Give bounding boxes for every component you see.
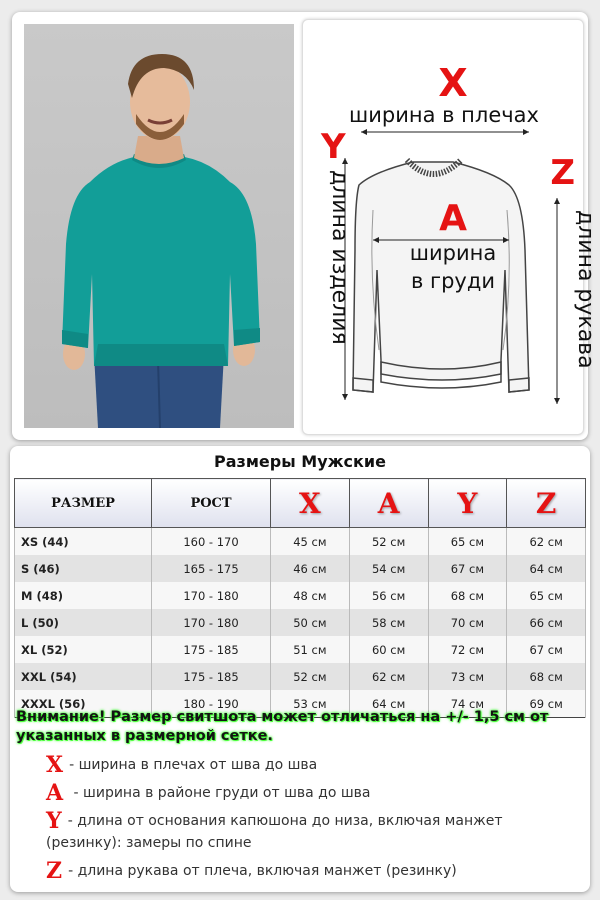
header-x: X — [271, 479, 350, 528]
cell-z: 68 см — [507, 663, 586, 690]
cell-x: 48 см — [271, 582, 350, 609]
table-row — [15, 528, 586, 556]
x-letter: X — [438, 61, 468, 105]
a-letter: A — [439, 198, 467, 239]
cell-a: 58 см — [349, 609, 428, 636]
size-warning-note: Внимание! Размер свитшота может отличаться на +/- 1,5 см от указанных в размерной сетке. — [16, 709, 549, 744]
cell-y: 65 см — [428, 528, 507, 556]
cell-height: 180 - 190 — [152, 690, 271, 718]
sweatshirt-schematic — [303, 20, 598, 434]
cell-a: 60 см — [349, 636, 428, 663]
header-size: РАЗМЕР — [15, 479, 152, 528]
header-z: Z — [507, 479, 586, 528]
cell-height: 170 - 180 — [152, 582, 271, 609]
cell-size: S (46) — [15, 555, 152, 582]
legend-item-y — [46, 810, 566, 854]
z-label: длина рукава — [573, 210, 598, 369]
product-images-card — [12, 12, 598, 440]
cell-size: L (50) — [15, 609, 152, 636]
table-row — [15, 663, 586, 690]
cell-z: 66 см — [507, 609, 586, 636]
cell-y: 70 см — [428, 609, 507, 636]
cell-x: 45 см — [271, 528, 350, 556]
table-row — [15, 636, 586, 663]
table-row — [15, 555, 586, 582]
z-letter: Z — [550, 153, 575, 193]
header-a: A — [349, 479, 428, 528]
cell-x: 53 см — [271, 690, 350, 718]
cell-a: 52 см — [349, 528, 428, 556]
y-label: длина изделия — [327, 170, 352, 345]
legend-text-y: - длина от основания капюшона до низа, включая манжет (резинку): замеры по спине — [46, 813, 503, 851]
cell-x: 51 см — [271, 636, 350, 663]
cell-height: 165 - 175 — [152, 555, 271, 582]
cell-size: M (48) — [15, 582, 152, 609]
legend-item-x — [46, 754, 566, 776]
size-table — [14, 478, 586, 718]
table-row — [15, 609, 586, 636]
size-chart-card — [10, 446, 590, 892]
cell-z: 65 см — [507, 582, 586, 609]
cell-y: 68 см — [428, 582, 507, 609]
model-photo — [24, 24, 294, 428]
model-illustration — [24, 24, 294, 428]
table-row — [15, 582, 586, 609]
legend-letter-x: X — [46, 752, 64, 778]
y-letter: Y — [321, 127, 346, 167]
cell-size: XS (44) — [15, 528, 152, 556]
legend-item-z — [46, 860, 566, 882]
cell-y: 72 см — [428, 636, 507, 663]
legend-letter-y: Y — [46, 808, 62, 834]
cell-height: 170 - 180 — [152, 609, 271, 636]
size-chart-title: Размеры Мужские — [214, 452, 386, 471]
legend-text-x: - ширина в плечах от шва до шва — [69, 757, 318, 773]
cell-height: 160 - 170 — [152, 528, 271, 556]
cell-z: 62 см — [507, 528, 586, 556]
cell-size: XXXL (56) — [15, 690, 152, 718]
legend-item-a — [46, 782, 566, 804]
cell-height: 175 - 185 — [152, 636, 271, 663]
cell-y: 74 см — [428, 690, 507, 718]
cell-y: 67 см — [428, 555, 507, 582]
cell-z: 67 см — [507, 636, 586, 663]
legend-text-a: - ширина в районе груди от шва до шва — [69, 785, 371, 801]
cell-x: 52 см — [271, 663, 350, 690]
x-label: ширина в плечах — [349, 103, 539, 127]
cell-y: 73 см — [428, 663, 507, 690]
legend-letter-a: A — [46, 780, 64, 806]
cell-a: 62 см — [349, 663, 428, 690]
cell-x: 50 см — [271, 609, 350, 636]
header-y: Y — [428, 479, 507, 528]
measurement-diagram — [302, 19, 598, 435]
cell-size: XXL (54) — [15, 663, 152, 690]
a-label-line2: в груди — [410, 269, 496, 293]
cell-a: 54 см — [349, 555, 428, 582]
cell-size: XL (52) — [15, 636, 152, 663]
header-height: РОСТ — [152, 479, 271, 528]
cell-z: 64 см — [507, 555, 586, 582]
measurement-legend — [46, 754, 566, 888]
cell-a: 56 см — [349, 582, 428, 609]
cell-height: 175 - 185 — [152, 663, 271, 690]
size-table-header — [15, 479, 586, 528]
cell-z: 69 см — [507, 690, 586, 718]
legend-letter-z: Z — [46, 858, 63, 884]
cell-a: 64 см — [349, 690, 428, 718]
cell-x: 46 см — [271, 555, 350, 582]
a-label-line1: ширина — [409, 241, 497, 265]
legend-text-z: - длина рукава от плеча, включая манжет (резинку) — [68, 863, 457, 879]
